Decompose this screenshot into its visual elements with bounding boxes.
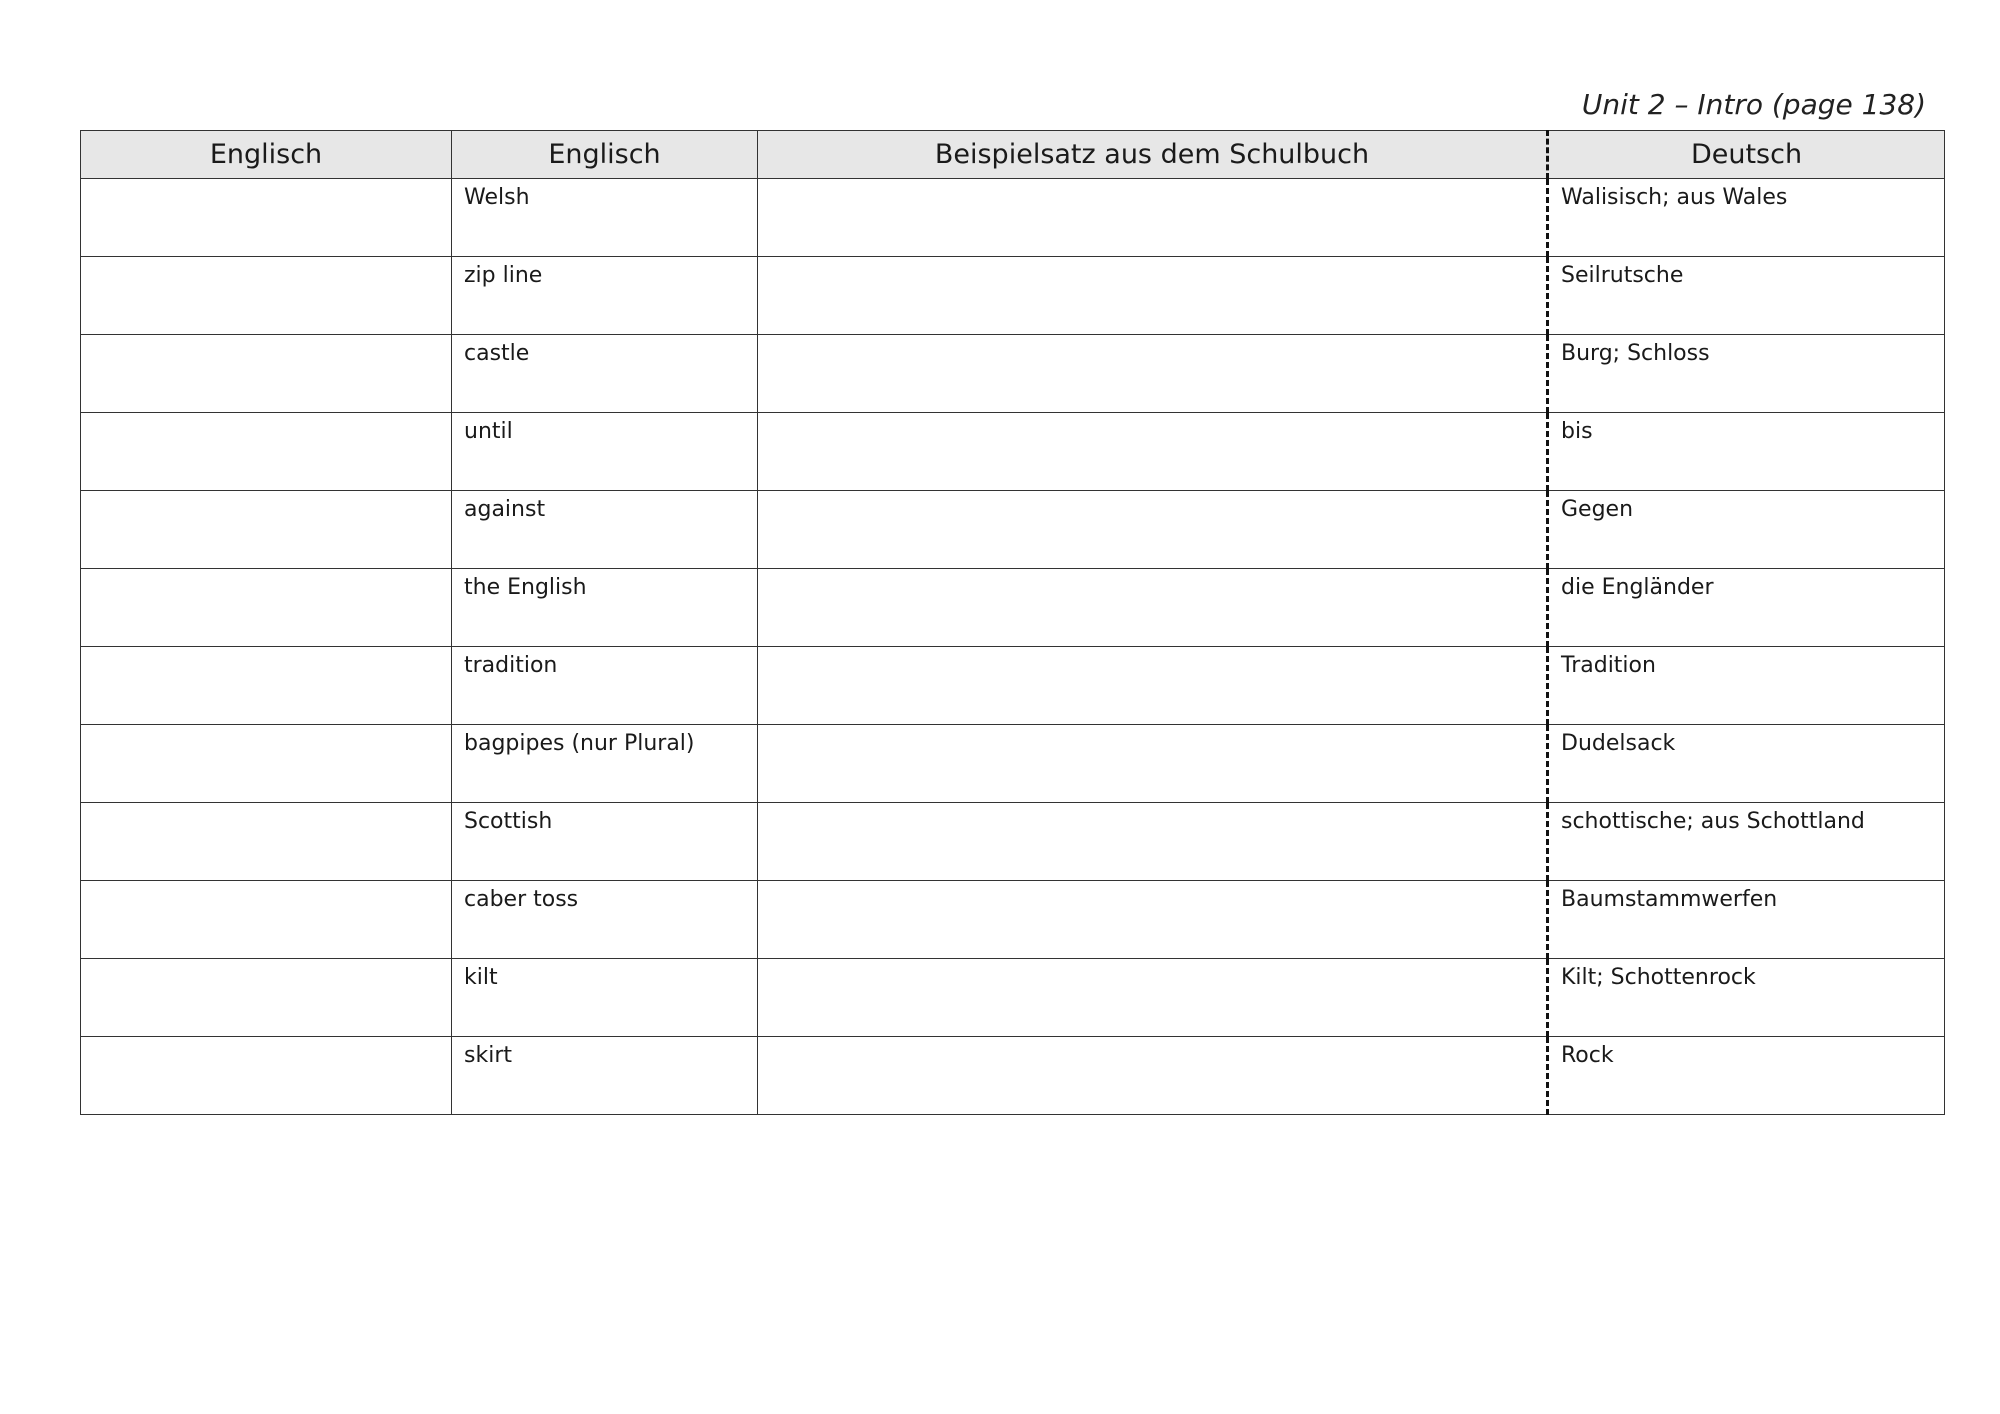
english-blank-cell[interactable]: [81, 257, 452, 335]
example-sentence-cell[interactable]: [758, 803, 1548, 881]
column-header-deutsch: Deutsch: [1548, 131, 1945, 179]
example-sentence-cell[interactable]: [758, 179, 1548, 257]
table-body: [81, 179, 1945, 1115]
example-sentence-cell[interactable]: [758, 257, 1548, 335]
german-translation-cell: Burg; Schloss: [1548, 335, 1945, 413]
english-word-cell: Scottish: [452, 803, 758, 881]
english-word-cell: against: [452, 491, 758, 569]
table-row: [81, 179, 1945, 257]
english-blank-cell[interactable]: [81, 881, 452, 959]
english-word-cell: tradition: [452, 647, 758, 725]
english-blank-cell[interactable]: [81, 725, 452, 803]
example-sentence-cell[interactable]: [758, 881, 1548, 959]
table-row: [81, 491, 1945, 569]
example-sentence-cell[interactable]: [758, 413, 1548, 491]
column-header-englisch: Englisch: [452, 131, 758, 179]
english-blank-cell[interactable]: [81, 413, 452, 491]
english-blank-cell[interactable]: [81, 959, 452, 1037]
english-word-cell: zip line: [452, 257, 758, 335]
german-translation-cell: Tradition: [1548, 647, 1945, 725]
english-word-cell: kilt: [452, 959, 758, 1037]
table-row: [81, 335, 1945, 413]
example-sentence-cell[interactable]: [758, 725, 1548, 803]
english-blank-cell[interactable]: [81, 179, 452, 257]
table-row: [81, 1037, 1945, 1115]
table-row: [81, 647, 1945, 725]
table-row: [81, 959, 1945, 1037]
english-word-cell: castle: [452, 335, 758, 413]
german-translation-cell: Kilt; Schottenrock: [1548, 959, 1945, 1037]
english-word-cell: the English: [452, 569, 758, 647]
vocabulary-table: [80, 130, 1945, 1115]
example-sentence-cell[interactable]: [758, 647, 1548, 725]
german-translation-cell: Seilrutsche: [1548, 257, 1945, 335]
english-blank-cell[interactable]: [81, 1037, 452, 1115]
table-row: [81, 881, 1945, 959]
table-row: [81, 257, 1945, 335]
english-word-cell: until: [452, 413, 758, 491]
table-row: [81, 803, 1945, 881]
english-blank-cell[interactable]: [81, 569, 452, 647]
unit-title: Unit 2 – Intro (page 138): [1581, 88, 1926, 121]
english-blank-cell[interactable]: [81, 491, 452, 569]
table-row: [81, 725, 1945, 803]
german-translation-cell: Dudelsack: [1548, 725, 1945, 803]
column-header-englisch-blank: Englisch: [81, 131, 452, 179]
english-word-cell: Welsh: [452, 179, 758, 257]
german-translation-cell: Gegen: [1548, 491, 1945, 569]
german-translation-cell: Walisisch; aus Wales: [1548, 179, 1945, 257]
example-sentence-cell[interactable]: [758, 491, 1548, 569]
example-sentence-cell[interactable]: [758, 1037, 1548, 1115]
example-sentence-cell[interactable]: [758, 569, 1548, 647]
english-blank-cell[interactable]: [81, 803, 452, 881]
table-header-row: [81, 131, 1945, 179]
example-sentence-cell[interactable]: [758, 959, 1548, 1037]
english-word-cell: caber toss: [452, 881, 758, 959]
german-translation-cell: Rock: [1548, 1037, 1945, 1115]
german-translation-cell: bis: [1548, 413, 1945, 491]
table-row: [81, 569, 1945, 647]
german-translation-cell: die Engländer: [1548, 569, 1945, 647]
table-row: [81, 413, 1945, 491]
english-word-cell: bagpipes (nur Plural): [452, 725, 758, 803]
example-sentence-cell[interactable]: [758, 335, 1548, 413]
column-header-beispielsatz: Beispielsatz aus dem Schulbuch: [758, 131, 1548, 179]
english-blank-cell[interactable]: [81, 647, 452, 725]
german-translation-cell: Baumstammwerfen: [1548, 881, 1945, 959]
german-translation-cell: schottische; aus Schottland: [1548, 803, 1945, 881]
english-blank-cell[interactable]: [81, 335, 452, 413]
english-word-cell: skirt: [452, 1037, 758, 1115]
